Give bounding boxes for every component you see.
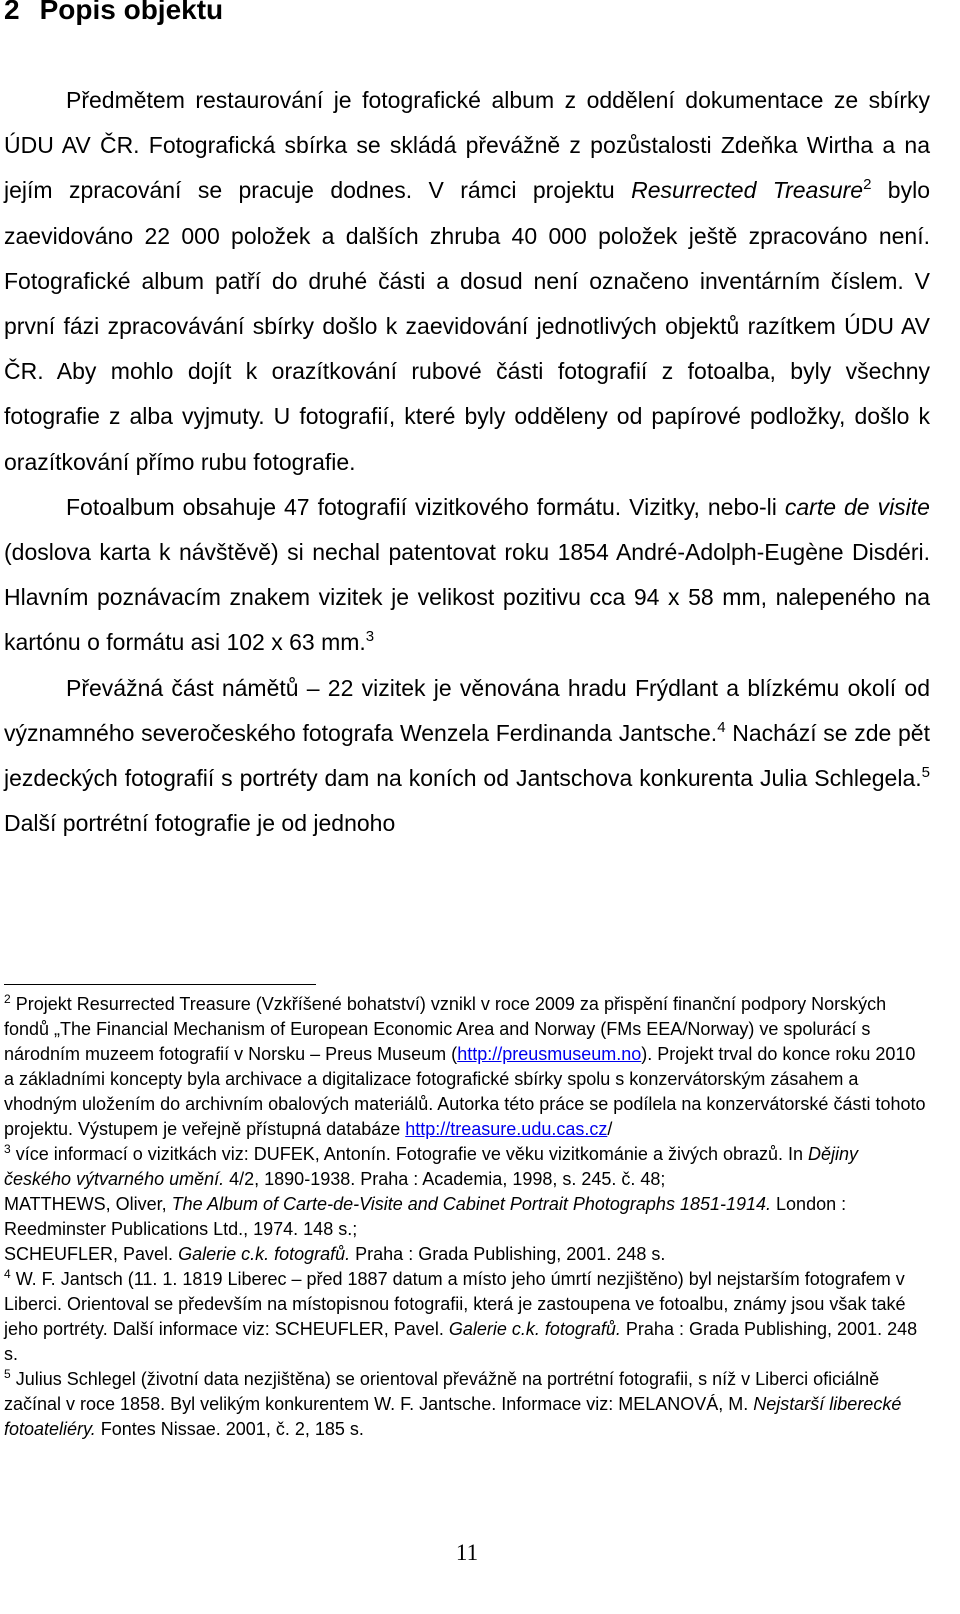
book-title: Galerie c.k. fotografů.	[448, 1319, 621, 1339]
term-italic: carte de visite	[784, 493, 930, 520]
footnote-text: Julius Schlegel (životní data nezjištěna) se orientoval převážně na portrétní fotografii, s níž v Liberci oficiálně začínal v roce 1858. Byl velikým konkurentem W. F. Jantsche. Informace viz: MELANOVÁ, M.	[4, 1369, 880, 1414]
footnote-mark: 5	[4, 1367, 11, 1381]
preus-museum-link[interactable]: http://preusmuseum.no	[457, 1044, 642, 1064]
paragraph-text: (doslova karta k návštěvě) si nechal patentovat roku 1854 André-Adolph-Eugène Disdéri. Hlavním poznávacím znakem vizitek je velikost pozitivu cca 94 x 58 mm, nalepeného na kartónu o formátu asi 102 x 63 mm.	[4, 539, 930, 656]
book-title: Dějiny českého výtvarného umění.	[4, 1144, 859, 1189]
project-name: Resurrected Treasure	[631, 177, 864, 204]
footnote-text: MATTHEWS, Oliver,	[4, 1194, 172, 1214]
footnote-text: Praha : Grada Publishing, 2001. 248 s.	[350, 1244, 666, 1264]
paragraph-3	[4, 666, 930, 847]
footnote-3-ref-2	[4, 1192, 926, 1242]
paragraph-text: bylo zaevidováno 22 000 položek a dalších zhruba 40 000 položek ještě zpracováno není. Fotografické album patří do druhé části a dosud není označeno inventárním číslem. V první fázi zpracovávání sbírky došlo k zaevidování jednotlivých objektů razítkem ÚDU AV ČR. Aby mohlo dojít k orazítkování rubové části fotografií z fotoalba, byly všechny fotografie z alba vyjmuty. U fotografií, které byly odděleny od papírové podložky, došlo k orazítkování přímo rubu fotografie.	[4, 177, 930, 475]
footnote-text: W. F. Jantsch (11. 1. 1819 Liberec – před 1887 datum a místo jeho úmrtí nezjištěno) byl nejstarším fotografem v Liberci. Orientoval se především na místopisnou fotografii, která je zastoupena ve fotoalbu, známy jsou však také jeho portréty. Další informace viz: SCHEUFLER, Pavel.	[4, 1269, 906, 1339]
book-title: Nejstarší liberecké fotoateliéry.	[4, 1394, 902, 1439]
footnote-ref[interactable]: 4	[717, 718, 726, 736]
footnote-3-ref-3	[4, 1242, 926, 1267]
footnote-ref[interactable]: 3	[365, 628, 375, 646]
footnote-separator	[4, 984, 316, 985]
paragraph-1	[4, 78, 930, 485]
paragraph-text: Fotoalbum obsahuje 47 fotografií vizitkového formátu. Vizitky, nebo-li	[66, 493, 785, 520]
footnote-text: London : Reedminster Publications Ltd., 1974. 148 s.;	[4, 1194, 847, 1239]
section-heading	[4, 0, 223, 26]
paragraph-text: Převážná část námětů – 22 vizitek je věnována hradu Frýdlant a blízkému okolí od významného severočeského fotografa Wenzela Ferdinanda Jantsche.	[4, 674, 930, 746]
footnotes	[4, 992, 926, 1442]
section-title: Popis objektu	[39, 0, 224, 25]
footnote-text: /	[607, 1119, 613, 1139]
footnote-text: ). Projekt trval do konce roku 2010 a základními koncepty byla archivace a digitalizace fotografické sbírky spolu s konzervátorským zásahem a vhodným uložením do archivním obalových materiálů. Autorka této práce se podílela na konzervátorské části tohoto projektu. Výstupem je veřejně přístupná databáze	[4, 1044, 926, 1139]
footnote-text: Fontes Nissae. 2001, č. 2, 185 s.	[95, 1419, 364, 1439]
footnote-ref[interactable]: 5	[921, 764, 930, 782]
paragraph-text: Nachází se zde pět jezdeckých fotografií s portréty dam na koních od Jantschova konkurenta Julia Schlegela.	[4, 719, 930, 792]
footnote-2	[4, 992, 926, 1142]
footnote-ref[interactable]: 2	[863, 176, 872, 194]
book-title: Galerie c.k. fotografů.	[178, 1244, 351, 1264]
footnote-mark: 2	[4, 992, 11, 1006]
footnote-text: Projekt Resurrected Treasure (Vzkříšené bohatství) vznikl v roce 2009 za přispění finanční podpory Norských fondů „The Financial Mechanism of European Economic Area and Norway (FMs EEA/Norway) ve spolurácí s národním muzeem fotografií v Norsku – Preus Museum (	[4, 994, 887, 1064]
footnote-text: SCHEUFLER, Pavel.	[4, 1244, 179, 1264]
footnote-mark: 4	[4, 1267, 11, 1281]
paragraph-text: Další portrétní fotografie je od jednoho	[4, 810, 396, 837]
paragraph-text: Předmětem restaurování je fotografické album z oddělení dokumentace ze sbírky ÚDU AV ČR. Fotografická sbírka se skládá převážně z pozůstalosti Zdeňka Wirtha a na jejím zpracování se pracuje dodnes. V rámci projektu	[4, 87, 930, 204]
footnote-mark: 3	[4, 1142, 11, 1156]
footnote-5	[4, 1367, 926, 1442]
treasure-database-link[interactable]: http://treasure.udu.cas.cz	[405, 1119, 608, 1139]
body-text	[4, 78, 930, 846]
paragraph-2	[4, 485, 930, 666]
book-title: The Album of Carte-de-Visite and Cabinet Portrait Photographs 1851-1914.	[171, 1194, 772, 1214]
footnote-4	[4, 1267, 926, 1367]
section-number: 2	[4, 0, 20, 25]
footnote-text: Praha : Grada Publishing, 2001. 248 s.	[4, 1319, 918, 1364]
footnote-3	[4, 1142, 926, 1192]
page-number: 11	[455, 1540, 479, 1565]
footnote-text: 4/2, 1890-1938. Praha : Academia, 1998, s. 245. č. 48;	[224, 1169, 666, 1189]
footnote-text: více informací o vizitkách viz: DUFEK, Antonín. Fotografie ve věku vizitkománie a živých obrazů. In	[10, 1144, 809, 1164]
